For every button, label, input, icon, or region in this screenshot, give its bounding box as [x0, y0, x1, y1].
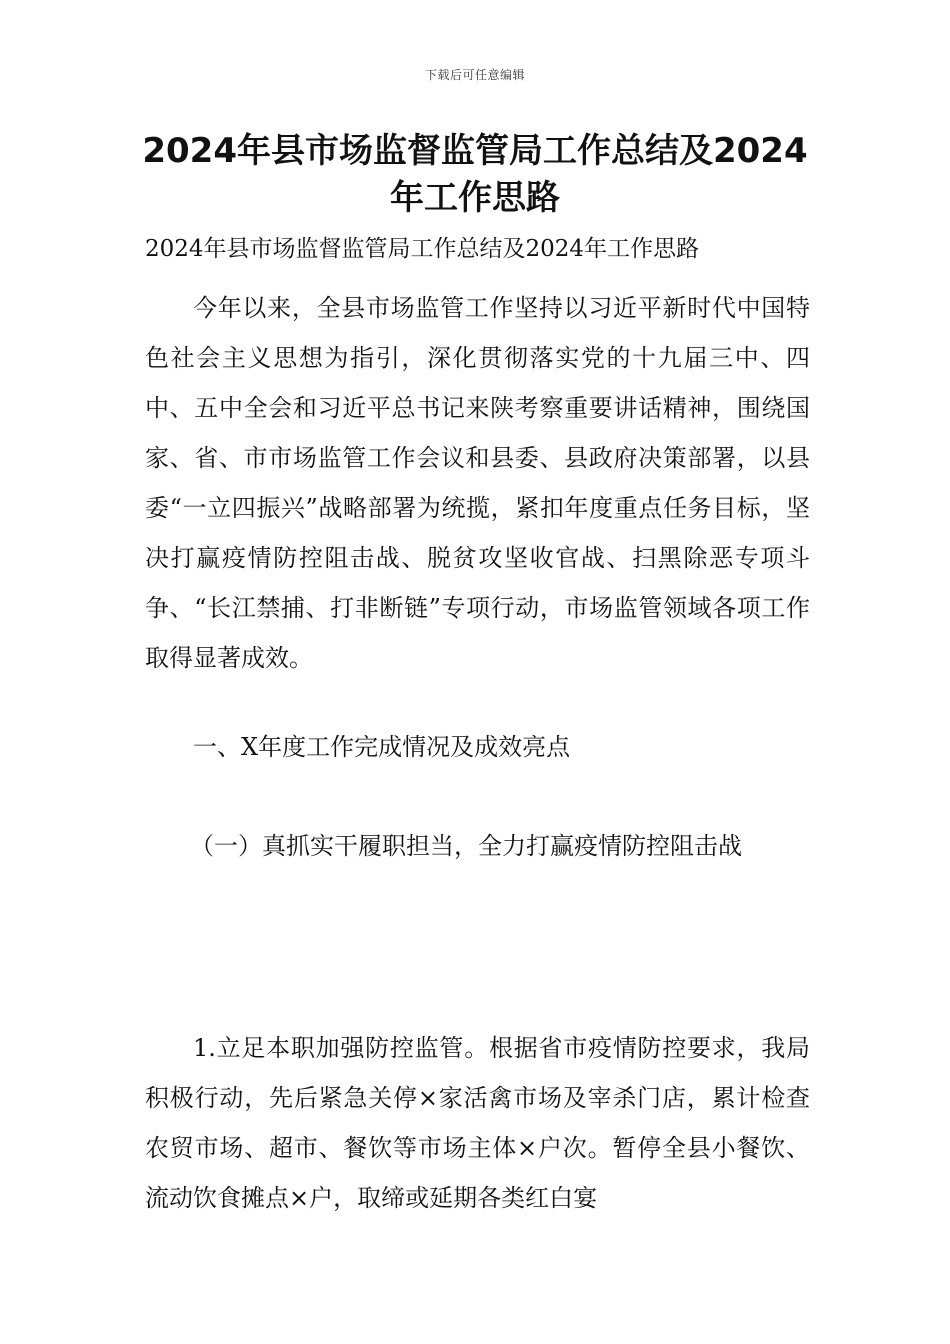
section-heading: 一、X年度工作完成情况及成效亮点: [193, 733, 571, 761]
subsection-heading: （一）真抓实干履职担当，全力打赢疫情防控阻击战: [190, 832, 742, 860]
header-note: 下载后可任意编辑: [424, 68, 525, 82]
item-paragraph: 1.立足本职加强防控监管。根据省市疫情防控要求，我局积极行动，先后紧急关停×家活禽市场及宰杀门店，累计检查农贸市场、超市、餐饮等市场主体×户次。暂停全县小餐饮、流动饮食摊点×户，取缔或延期各类红白宴: [145, 1034, 810, 1212]
document-title: 2024年县市场监督监管局工作总结及2024年工作思路: [142, 131, 808, 218]
document-subtitle: 2024年县市场监督监管局工作总结及2024年工作思路: [145, 236, 700, 262]
intro-paragraph: 今年以来，全县市场监管工作坚持以习近平新时代中国特色社会主义思想为指引，深化贯彻落实党的十九届三中、四中、五中全会和习近平总书记来陕考察重要讲话精神，围绕国家、省、市市场监管工作会议和县委、县政府决策部署，以县委“一立四振兴”战略部署为统揽，紧扣年度重点任务目标，坚决打赢疫情防控阻击战、脱贫攻坚收官战、扫黑除恶专项斗争、“长江禁捕、打非断链”专项行动，市场监管领域各项工作取得显著成效。: [145, 294, 810, 672]
